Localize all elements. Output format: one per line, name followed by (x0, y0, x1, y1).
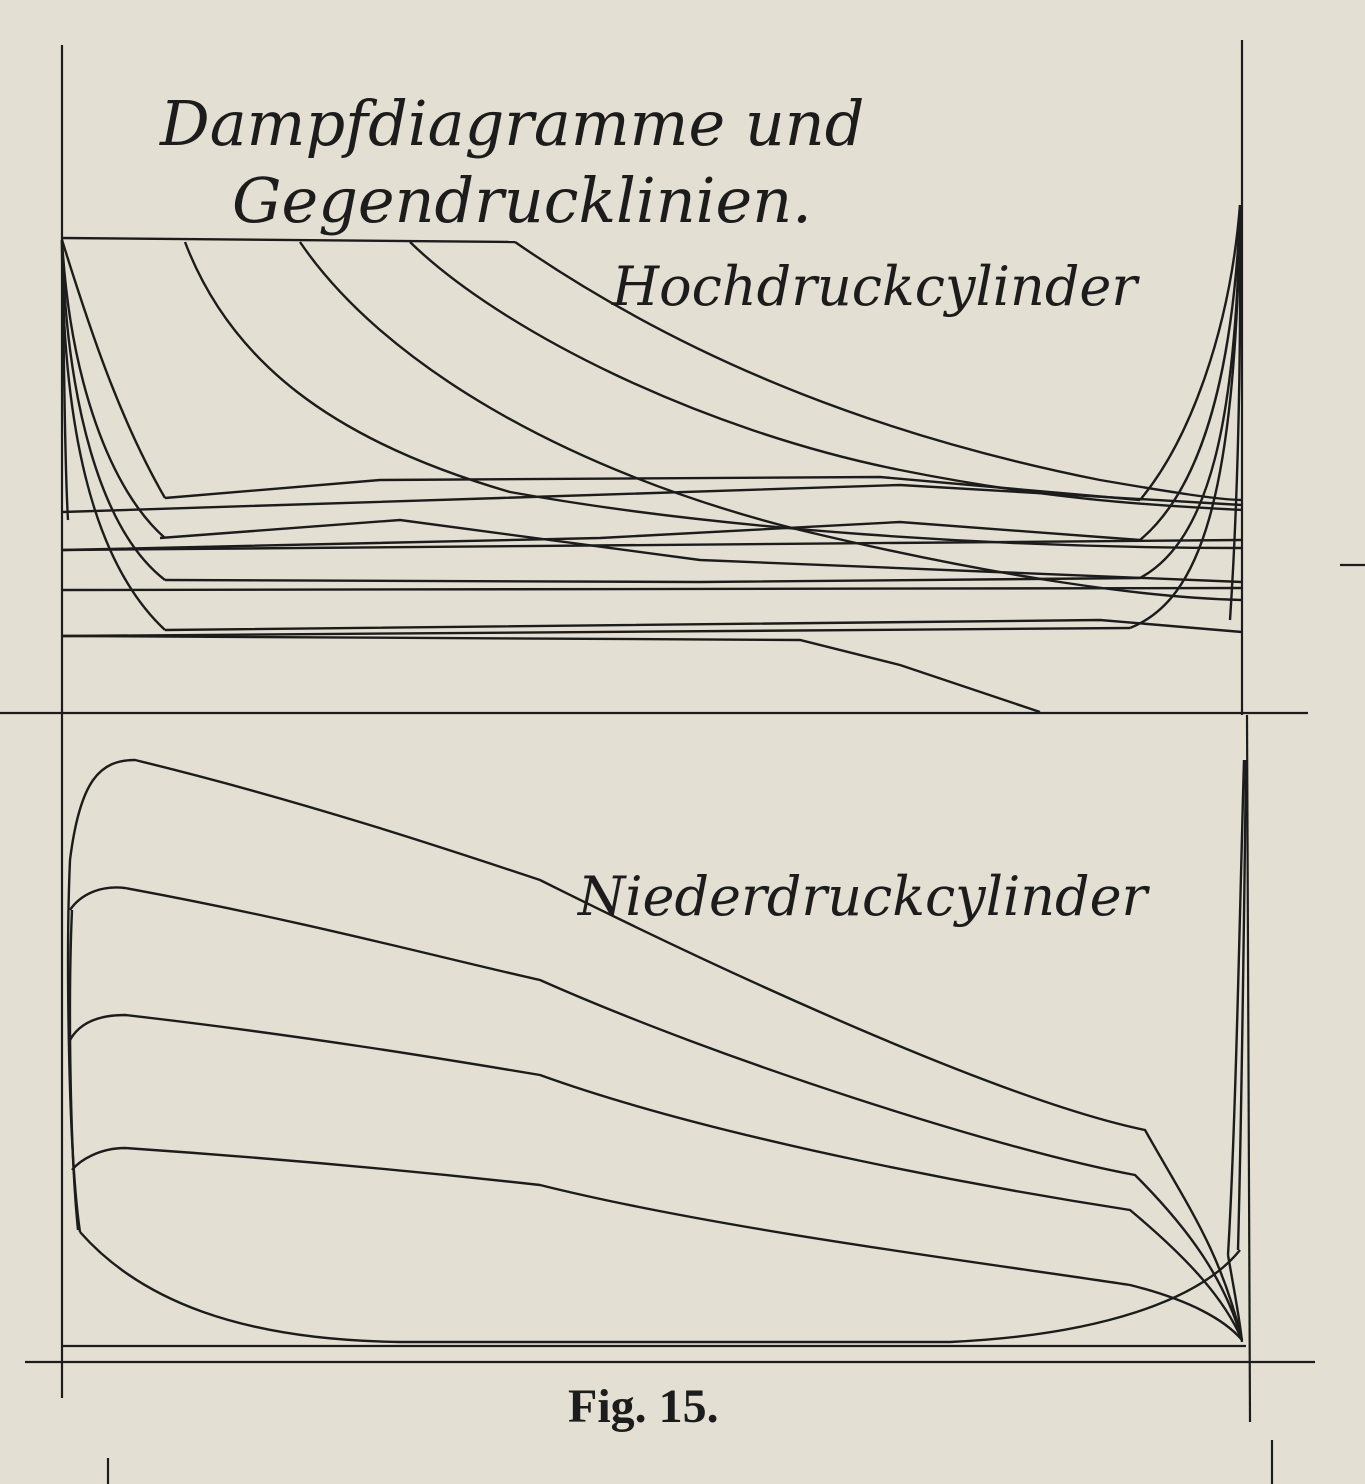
figure-caption: Fig. 15. (568, 1380, 719, 1433)
lp-expansion-curve (70, 1015, 1242, 1340)
lp-admission-edge (70, 910, 78, 1230)
hp-admission-line (62, 238, 515, 242)
hp-back-pressure-line (165, 578, 1140, 582)
hp-compression-curve (1140, 215, 1240, 578)
lp-expansion-curve (70, 760, 1242, 1340)
hp-back-pressure-line (62, 636, 1040, 712)
high-pressure-label: Hochdruckcylinder (612, 255, 1138, 318)
hp-back-pressure-line (165, 477, 1140, 500)
hp-compression-curve (62, 240, 165, 630)
hp-back-pressure-line (160, 520, 1242, 582)
hp-expansion-curve (62, 240, 165, 498)
hp-back-pressure-line (62, 588, 1242, 590)
title-line-2: Gegendrucklinien. (232, 164, 812, 237)
hp-compression-curve (1140, 215, 1240, 540)
low-pressure-label: Niederdruckcylinder (578, 865, 1148, 928)
lp-expansion-curve (72, 1148, 1242, 1340)
low-pressure-diagrams (68, 760, 1246, 1342)
lp-expansion-curve (70, 887, 1242, 1340)
lp-exhaust-curve (80, 1232, 1240, 1342)
title-line-1: Dampfdiagramme und (160, 87, 865, 160)
hp-back-pressure-line (62, 485, 1242, 512)
